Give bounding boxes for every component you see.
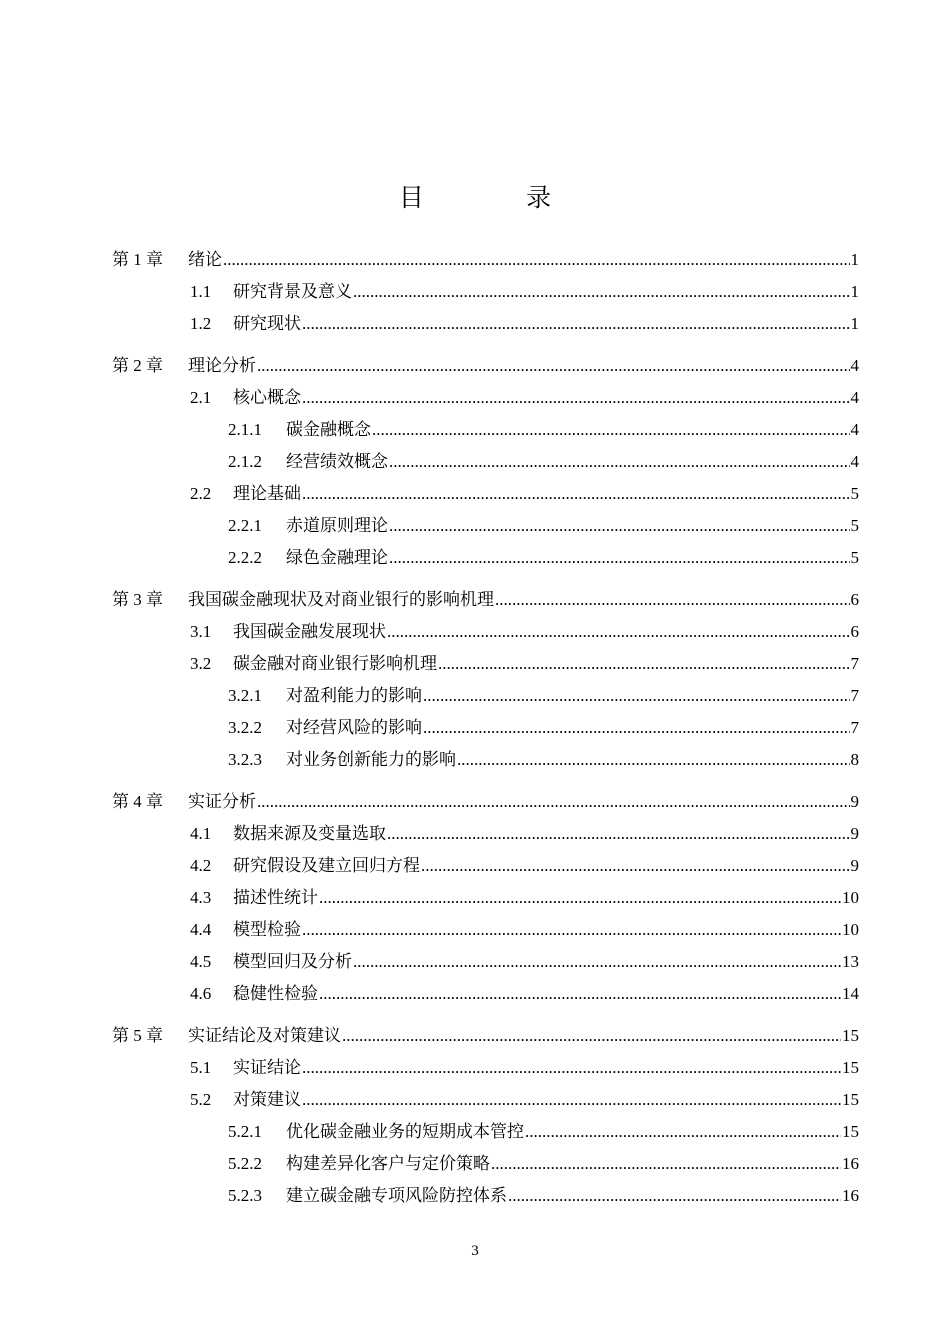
toc-entry[interactable] bbox=[190, 1056, 859, 1080]
toc-entry-page: 7 bbox=[850, 654, 859, 673]
toc-entry-title: 稳健性检验 bbox=[233, 984, 318, 1003]
toc-entry[interactable] bbox=[112, 588, 859, 612]
toc-entry-page: 10 bbox=[842, 920, 859, 939]
toc-entry-number: 4.4 bbox=[190, 920, 212, 939]
toc-entry-number: 第 4 章 bbox=[112, 792, 163, 811]
toc-entry[interactable] bbox=[228, 1184, 859, 1208]
toc-entry-page: 9 bbox=[850, 792, 859, 811]
toc-leader-dots bbox=[319, 886, 841, 910]
toc-entry-number: 5.2.3 bbox=[228, 1186, 262, 1205]
toc-entry[interactable] bbox=[228, 546, 859, 570]
toc-entry-number: 3.2.1 bbox=[228, 686, 262, 705]
toc-entry-page: 1 bbox=[850, 250, 859, 269]
toc-entry-number: 5.1 bbox=[190, 1058, 212, 1077]
toc-entry-title: 对经营风险的影响 bbox=[286, 718, 422, 737]
toc-leader-dots bbox=[302, 918, 841, 942]
toc-leader-dots bbox=[353, 950, 841, 974]
toc-entry-title: 实证结论及对策建议 bbox=[188, 1026, 341, 1045]
toc-entry-title: 研究现状 bbox=[233, 314, 301, 333]
toc-entry-page: 6 bbox=[850, 590, 859, 609]
toc-entry-page: 8 bbox=[850, 750, 859, 769]
toc-entry-page: 15 bbox=[842, 1026, 859, 1045]
toc-entry-page: 9 bbox=[850, 824, 859, 843]
toc-entry-title: 描述性统计 bbox=[233, 888, 318, 907]
toc-entry[interactable] bbox=[112, 248, 859, 272]
toc-entry[interactable] bbox=[228, 1120, 859, 1144]
toc-entry-title: 对业务创新能力的影响 bbox=[286, 750, 456, 769]
toc-leader-dots bbox=[495, 588, 850, 612]
toc-entry-page: 5 bbox=[850, 516, 859, 535]
toc-entry-number: 2.2.2 bbox=[228, 548, 262, 567]
toc-entry-title: 对策建议 bbox=[233, 1090, 301, 1109]
toc-entry-title: 理论分析 bbox=[188, 356, 256, 375]
toc-entry-page: 7 bbox=[850, 718, 859, 737]
toc-leader-dots bbox=[423, 684, 850, 708]
toc-entry-number: 第 1 章 bbox=[112, 250, 163, 269]
toc-entry-title: 研究假设及建立回归方程 bbox=[233, 856, 420, 875]
toc-entry-title: 建立碳金融专项风险防控体系 bbox=[286, 1186, 507, 1205]
toc-entry[interactable] bbox=[228, 716, 859, 740]
toc-leader-dots bbox=[223, 248, 850, 272]
toc-entry-number: 2.1.1 bbox=[228, 420, 262, 439]
toc-entry-page: 4 bbox=[850, 452, 859, 471]
toc-entry[interactable] bbox=[112, 790, 859, 814]
page-title: 目 录 bbox=[398, 185, 600, 212]
toc-entry-page: 13 bbox=[842, 952, 859, 971]
toc-entry[interactable] bbox=[228, 684, 859, 708]
toc-entry[interactable] bbox=[112, 1024, 859, 1048]
toc-entry-page: 15 bbox=[842, 1122, 859, 1141]
toc-leader-dots bbox=[353, 280, 850, 304]
toc-entry-number: 第 3 章 bbox=[112, 590, 163, 609]
toc-entry-number: 3.1 bbox=[190, 622, 212, 641]
toc-entry-page: 9 bbox=[850, 856, 859, 875]
toc-entry[interactable] bbox=[228, 514, 859, 538]
toc-entry-page: 15 bbox=[842, 1090, 859, 1109]
toc-entry-number: 4.5 bbox=[190, 952, 212, 971]
toc-entry-title: 数据来源及变量选取 bbox=[233, 824, 386, 843]
toc-leader-dots bbox=[302, 312, 850, 336]
toc-entry[interactable] bbox=[190, 652, 859, 676]
toc-entry-number: 5.2 bbox=[190, 1090, 212, 1109]
toc-leader-dots bbox=[423, 716, 850, 740]
toc-entry-page: 1 bbox=[850, 314, 859, 333]
toc-entry-number: 2.2 bbox=[190, 484, 212, 503]
toc-entry-title: 优化碳金融业务的短期成本管控 bbox=[286, 1122, 524, 1141]
toc-leader-dots bbox=[525, 1120, 841, 1144]
toc-entry[interactable] bbox=[190, 950, 859, 974]
toc-entry[interactable] bbox=[190, 312, 859, 336]
toc-leader-dots bbox=[257, 354, 850, 378]
toc-leader-dots bbox=[302, 482, 850, 506]
toc-leader-dots bbox=[389, 450, 850, 474]
toc-entry-page: 5 bbox=[850, 548, 859, 567]
toc-entry[interactable] bbox=[190, 886, 859, 910]
toc-entry-title: 我国碳金融现状及对商业银行的影响机理 bbox=[188, 590, 494, 609]
toc-entry-title: 理论基础 bbox=[233, 484, 301, 503]
toc-entry-title: 实证结论 bbox=[233, 1058, 301, 1077]
toc-entry-number: 3.2 bbox=[190, 654, 212, 673]
toc-entry[interactable] bbox=[190, 822, 859, 846]
toc-entry-page: 1 bbox=[850, 282, 859, 301]
toc-entry-title: 赤道原则理论 bbox=[286, 516, 388, 535]
toc-entry-page: 4 bbox=[850, 420, 859, 439]
toc-entry-title: 模型回归及分析 bbox=[233, 952, 352, 971]
toc-entry-title: 实证分析 bbox=[188, 792, 256, 811]
toc-entry-title: 模型检验 bbox=[233, 920, 301, 939]
toc-entry-page: 5 bbox=[850, 484, 859, 503]
toc-leader-dots bbox=[387, 822, 850, 846]
toc-entry-number: 5.2.1 bbox=[228, 1122, 262, 1141]
toc-entry[interactable] bbox=[228, 418, 859, 442]
toc-entry-page: 4 bbox=[850, 356, 859, 375]
toc-entry-title: 构建差异化客户与定价策略 bbox=[286, 1154, 490, 1173]
toc-leader-dots bbox=[342, 1024, 841, 1048]
toc-entry-number: 2.1.2 bbox=[228, 452, 262, 471]
toc-leader-dots bbox=[389, 546, 850, 570]
toc-entry[interactable] bbox=[190, 620, 859, 644]
toc-entry[interactable] bbox=[190, 482, 859, 506]
toc-entry-number: 4.1 bbox=[190, 824, 212, 843]
toc-leader-dots bbox=[302, 1056, 841, 1080]
toc-leader-dots bbox=[389, 514, 850, 538]
toc-entry-number: 4.6 bbox=[190, 984, 212, 1003]
toc-leader-dots bbox=[302, 1088, 841, 1112]
toc-entry-page: 16 bbox=[842, 1186, 859, 1205]
toc-leader-dots bbox=[421, 854, 850, 878]
toc-entry-title: 对盈利能力的影响 bbox=[286, 686, 422, 705]
toc-entry-title: 碳金融概念 bbox=[286, 420, 371, 439]
toc-leader-dots bbox=[387, 620, 850, 644]
toc-entry-number: 2.1 bbox=[190, 388, 212, 407]
toc-leader-dots bbox=[372, 418, 850, 442]
toc-entry-page: 16 bbox=[842, 1154, 859, 1173]
toc-leader-dots bbox=[302, 386, 850, 410]
toc-entry-number: 4.2 bbox=[190, 856, 212, 875]
toc-entry-title: 核心概念 bbox=[233, 388, 301, 407]
toc-entry-page: 4 bbox=[850, 388, 859, 407]
toc-entry-number: 2.2.1 bbox=[228, 516, 262, 535]
toc-entry-page: 7 bbox=[850, 686, 859, 705]
toc-entry-title: 碳金融对商业银行影响机理 bbox=[233, 654, 437, 673]
toc-entry-number: 1.2 bbox=[190, 314, 212, 333]
toc-entry-page: 14 bbox=[842, 984, 859, 1003]
toc-entry[interactable] bbox=[190, 918, 859, 942]
toc-entry[interactable] bbox=[190, 982, 859, 1006]
toc-entry-number: 第 2 章 bbox=[112, 356, 163, 375]
toc-entry-number: 3.2.2 bbox=[228, 718, 262, 737]
toc-leader-dots bbox=[491, 1152, 841, 1176]
toc-entry-page: 15 bbox=[842, 1058, 859, 1077]
toc-entry-title: 经营绩效概念 bbox=[286, 452, 388, 471]
toc-entry-number: 5.2.2 bbox=[228, 1154, 262, 1173]
toc-entry[interactable] bbox=[228, 1152, 859, 1176]
toc-entry-number: 3.2.3 bbox=[228, 750, 262, 769]
toc-entry[interactable] bbox=[190, 854, 859, 878]
toc-entry[interactable] bbox=[112, 354, 859, 378]
toc-entry-number: 4.3 bbox=[190, 888, 212, 907]
toc-entry-page: 10 bbox=[842, 888, 859, 907]
toc-entry-number: 1.1 bbox=[190, 282, 212, 301]
toc-entry-title: 我国碳金融发展现状 bbox=[233, 622, 386, 641]
toc-entry-number: 第 5 章 bbox=[112, 1026, 163, 1045]
toc-leader-dots bbox=[508, 1184, 841, 1208]
toc-leader-dots bbox=[257, 790, 850, 814]
toc-entry[interactable] bbox=[190, 280, 859, 304]
toc-leader-dots bbox=[457, 748, 850, 772]
toc-entry[interactable] bbox=[190, 1088, 859, 1112]
toc-leader-dots bbox=[438, 652, 850, 676]
toc-entry[interactable] bbox=[228, 450, 859, 474]
toc-entry-title: 绿色金融理论 bbox=[286, 548, 388, 567]
toc-entry-page: 6 bbox=[850, 622, 859, 641]
page-number: 3 bbox=[471, 1243, 479, 1259]
toc-entry-title: 研究背景及意义 bbox=[233, 282, 352, 301]
toc-entry[interactable] bbox=[228, 748, 859, 772]
toc-entry-title: 绪论 bbox=[188, 250, 222, 269]
toc-leader-dots bbox=[319, 982, 841, 1006]
toc-entry[interactable] bbox=[190, 386, 859, 410]
